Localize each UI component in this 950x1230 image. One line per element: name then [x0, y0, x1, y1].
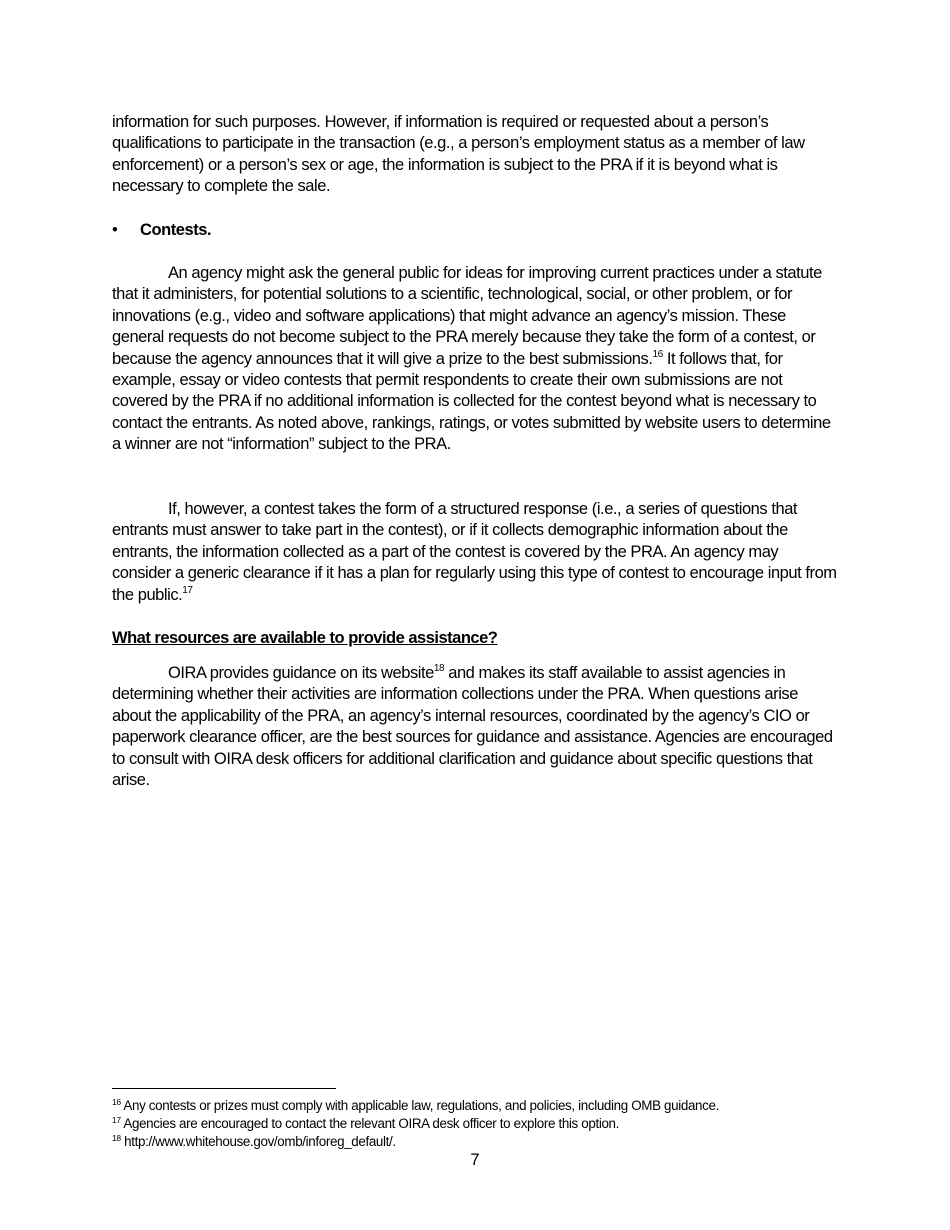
footnote-ref-16[interactable]: 16 [652, 348, 663, 360]
footnote-16 [112, 1097, 852, 1115]
contests-paragraph [112, 263, 840, 456]
oira-paragraph [112, 663, 840, 791]
bullet-marker: • [112, 221, 118, 239]
footnote-text: Agencies are encouraged to contact the relevant OIRA desk officer to explore this option. [120, 1116, 620, 1132]
footnote-number: 17 [112, 1115, 121, 1126]
intro-paragraph [112, 112, 840, 198]
section-heading: What resources are available to provide assistance? [112, 629, 498, 647]
footnote-link[interactable]: http://www.whitehouse.gov/omb/inforeg_default/. [120, 1134, 396, 1150]
footnote-text: Any contests or prizes must comply with applicable law, regulations, and policies, including OMB guidance. [120, 1098, 719, 1113]
footnote-number: 16 [112, 1097, 121, 1107]
contests-text-a: An agency might ask the general public for ideas for improving current practices under a statute that it administers, for potential solutions to a scientific, technological, social, or other problem, or for innovations (e.g., video and software applications) that might advance an agency’s mission. These general requests do not become subject to the PRA merely because they take the form of a contest, or because the agency announces that it will give a prize to the best submissions. [112, 264, 822, 368]
footnote-17 [112, 1115, 852, 1133]
page-number: 7 [470, 1151, 480, 1169]
contests-heading: Contests. [140, 221, 212, 239]
footnote-number: 18 [112, 1133, 121, 1144]
footnote-18 [112, 1133, 852, 1151]
intro-text: information for such purposes. However, if information is required or requested about a person’s qualifications to participate in the transaction (e.g., a person’s employment status as a member of law enforcement) or a person’s sex or age, the information is subject to the PRA if it is beyond what is necessary to complete the sale. [112, 113, 805, 196]
oira-text-b: and makes its staff available to assist agencies in determining whether their activities are information collections under the PRA. When questions arise about the applicability of the PRA, an agency’s internal resources, coordinated by the agency’s CIO or paperwork clearance officer, are the best sources for guidance and assistance. Agencies are encouraged to consult with OIRA desk officers for additional clarification and guidance about specific questions that arise. [112, 664, 833, 790]
footnote-divider [112, 1088, 336, 1089]
footnote-ref-17[interactable]: 17 [182, 584, 193, 596]
contests-text-b: It follows that, for example, essay or video contests that permit respondents to create their own submissions are not covered by the PRA if no additional information is collected for the contest beyond what is necessary to contact the entrants. As noted above, rankings, ratings, or votes submitted by website users to determine a winner are not “information” subject to the PRA. [112, 349, 831, 454]
structured-text: If, however, a contest takes the form of a structured response (i.e., a series of questions that entrants must answer to take part in the contest), or if it collects demographic information about the entrants, the information collected as a part of the contest is covered by the PRA. An agency may consider a generic clearance if it has a plan for regularly using this type of contest to encourage input from the public. [112, 500, 837, 604]
oira-text-a: OIRA provides guidance on its website [168, 664, 434, 682]
structured-response-paragraph [112, 499, 840, 606]
contests-bullet [112, 220, 211, 241]
footnote-ref-18[interactable]: 18 [433, 663, 445, 674]
footnotes [112, 1097, 852, 1152]
